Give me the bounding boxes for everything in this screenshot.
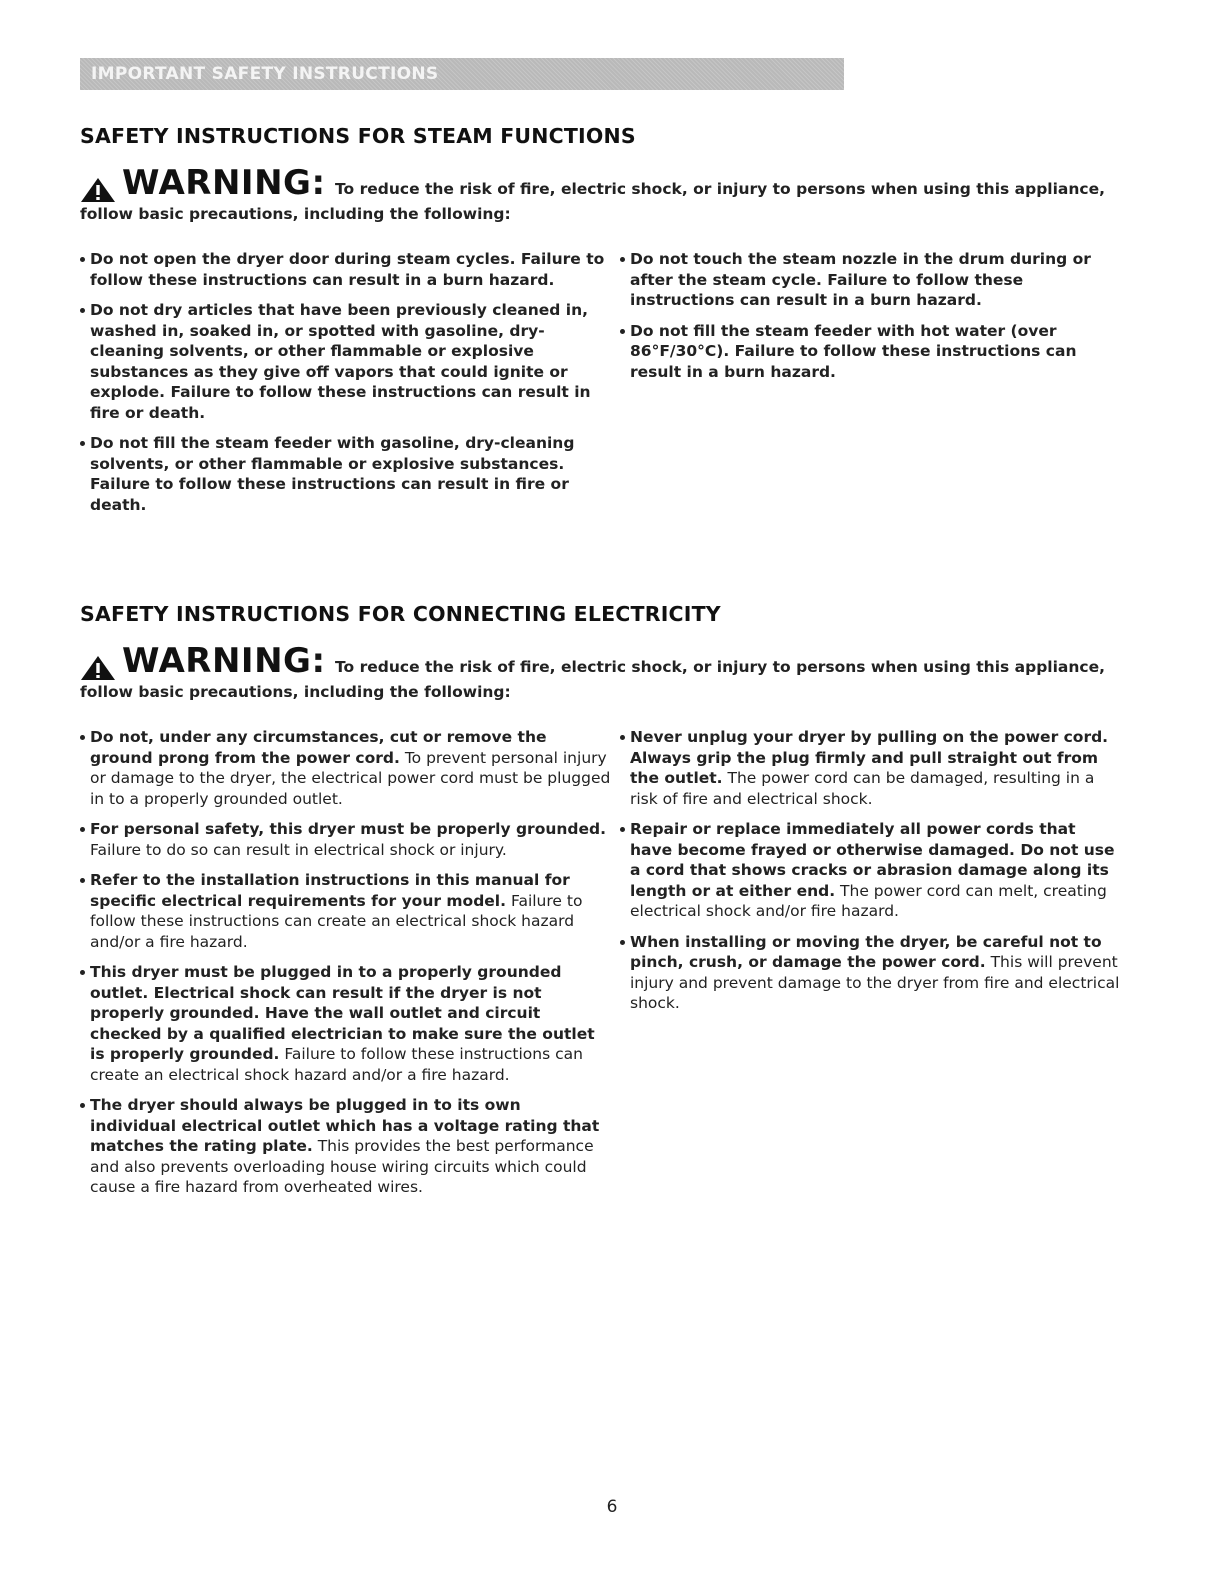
section-title: SAFETY INSTRUCTIONS FOR CONNECTING ELECTRICITY xyxy=(80,602,721,626)
instruction-columns xyxy=(80,249,1120,525)
banner-label: IMPORTANT SAFETY INSTRUCTIONS xyxy=(91,64,439,84)
list-item: Never unplug your dryer by pulling on the power cord. Always grip the plug firmly and pull straight out from the outlet. The power cord can be damaged, resulting in a risk of fire and electrical shock. xyxy=(620,727,1120,809)
warning-continued: follow basic precautions, including the following: xyxy=(80,205,511,223)
warning-statement: WARNING : To reduce the risk of fire, electric shock, or injury to persons when using this appliance, xyxy=(80,163,1120,203)
list-item: The dryer should always be plugged in to its own individual electrical outlet which has a voltage rating that matches the rating plate. This provides the best performance and also prevents overloading house wiring circuits which could cause a fire hazard from overheated wires. xyxy=(80,1095,612,1198)
page-number: 6 xyxy=(606,1497,618,1517)
section-title: SAFETY INSTRUCTIONS FOR STEAM FUNCTIONS xyxy=(80,124,636,148)
warning-continued: follow basic precautions, including the following: xyxy=(80,683,511,701)
left-column xyxy=(80,249,612,525)
left-column xyxy=(80,727,612,1208)
electricity-safety-section xyxy=(80,602,1120,1208)
warning-triangle-icon xyxy=(80,655,116,681)
warning-word: WARNING xyxy=(122,641,312,681)
list-item: This dryer must be plugged in to a properly grounded outlet. Electrical shock can result if the dryer is not properly grounded. Have the wall outlet and circuit checked by a qualified electrician to make sure the outlet is properly grounded. Failure to follow these instructions can create an electrical shock hazard and/or a fire hazard. xyxy=(80,962,612,1085)
list-item: Do not open the dryer door during steam cycles. Failure to follow these instructions can result in a burn hazard. xyxy=(80,249,612,290)
right-column xyxy=(620,249,1120,525)
section-banner xyxy=(80,58,844,90)
steam-safety-section xyxy=(80,124,1120,525)
instruction-columns xyxy=(80,727,1120,1208)
list-item: When installing or moving the dryer, be careful not to pinch, crush, or damage the power cord. This will prevent injury and prevent damage to the dryer from fire and electrical shock. xyxy=(620,932,1120,1014)
right-column xyxy=(620,727,1120,1208)
warning-statement: WARNING : To reduce the risk of fire, electric shock, or injury to persons when using this appliance, xyxy=(80,641,1120,681)
list-item: Do not fill the steam feeder with gasoline, dry-cleaning solvents, or other flammable or explosive substances. Failure to follow these instructions can result in fire or death. xyxy=(80,433,612,515)
list-item: Repair or replace immediately all power cords that have become frayed or otherwise damaged. Do not use a cord that shows cracks or abrasion damage along its length or at either end. The power cord can melt, creating electrical shock and/or fire hazard. xyxy=(620,819,1120,922)
warning-triangle-icon xyxy=(80,177,116,203)
list-item: Do not fill the steam feeder with hot water (over 86°F/30°C). Failure to follow these instructions can result in a burn hazard. xyxy=(620,321,1120,383)
list-item: For personal safety, this dryer must be properly grounded. Failure to do so can result in electrical shock or injury. xyxy=(80,819,612,860)
warning-text: To reduce the risk of fire, electric shock, or injury to persons when using this appliance, xyxy=(335,658,1106,676)
list-item: Refer to the installation instructions in this manual for specific electrical requirements for your model. Failure to follow these instructions can create an electrical shock hazard and/or a fire hazard. xyxy=(80,870,612,952)
list-item: Do not touch the steam nozzle in the drum during or after the steam cycle. Failure to follow these instructions can result in a burn hazard. xyxy=(620,249,1120,311)
list-item: Do not, under any circumstances, cut or remove the ground prong from the power cord. To prevent personal injury or damage to the dryer, the electrical power cord must be plugged in to a properly grounded outlet. xyxy=(80,727,612,809)
list-item: Do not dry articles that have been previously cleaned in, washed in, soaked in, or spotted with gasoline, dry-cleaning solvents, or other flammable or explosive substances as they give off vapors that could ignite or explode. Failure to follow these instructions can result in fire or death. xyxy=(80,300,612,423)
warning-word: WARNING xyxy=(122,163,312,203)
warning-text: To reduce the risk of fire, electric shock, or injury to persons when using this appliance, xyxy=(335,180,1106,198)
